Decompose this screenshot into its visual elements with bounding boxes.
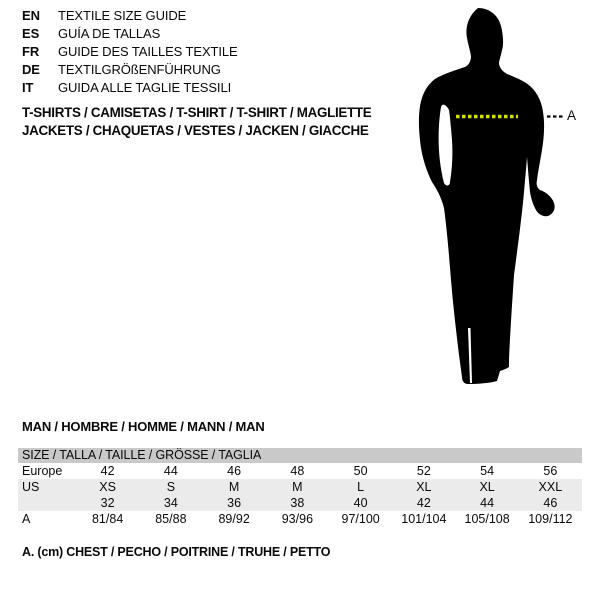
measure-label-a: A	[567, 108, 577, 123]
size-cell: XL	[416, 480, 432, 494]
language-code: FR	[22, 44, 40, 59]
size-cell: XL	[479, 480, 495, 494]
language-code: EN	[22, 8, 40, 23]
size-table-header-label: SIZE / TALLA / TAILLE / GRÖSSE / TAGLIA	[22, 448, 262, 462]
row-label: Europe	[22, 464, 63, 478]
size-cell: 101/104	[401, 512, 447, 526]
size-cell: 50	[353, 464, 368, 478]
size-cell: 32	[100, 496, 115, 510]
size-cell: 40	[353, 496, 368, 510]
language-label: GUIDA ALLE TAGLIE TESSILI	[58, 80, 232, 95]
size-cell: XXL	[538, 480, 563, 494]
size-cell: 46	[543, 496, 558, 510]
language-code: ES	[22, 26, 40, 41]
size-cell: 38	[290, 496, 305, 510]
table-row-chest-a	[18, 511, 582, 527]
table-row-us	[18, 479, 582, 495]
size-cell: 44	[480, 496, 495, 510]
row-label	[18, 495, 76, 511]
size-cell: 109/112	[528, 512, 573, 526]
size-cell: 89/92	[218, 512, 250, 526]
size-cell: 42	[100, 464, 115, 478]
size-cell: 46	[227, 464, 242, 478]
size-cell: M	[292, 480, 303, 494]
size-cell: M	[228, 480, 240, 494]
category-tshirts: T-SHIRTS / CAMISETAS / T-SHIRT / T-SHIRT / MAGLIETTE	[22, 105, 372, 120]
size-cell: 36	[227, 496, 242, 510]
size-table-header	[18, 448, 582, 463]
language-label: GUÍA DE TALLAS	[58, 26, 161, 41]
size-cell: 81/84	[91, 512, 124, 526]
row-label: US	[22, 480, 40, 494]
size-cell: 85/88	[155, 512, 187, 526]
table-row-us-numeric	[18, 495, 582, 511]
size-table	[18, 448, 582, 527]
size-cell: 105/108	[464, 512, 510, 526]
measurement-footnote: A. (cm) CHEST / PECHO / POITRINE / TRUHE / PETTO	[22, 545, 331, 559]
size-cell: 54	[480, 464, 495, 478]
size-cell: 42	[416, 496, 431, 510]
size-cell: 97/100	[341, 512, 380, 526]
size-cell: XS	[99, 480, 116, 494]
size-cell: 52	[416, 464, 431, 478]
size-cell: 44	[163, 464, 178, 478]
size-cell: S	[166, 480, 176, 494]
language-code: DE	[22, 62, 40, 77]
row-label: A	[22, 512, 31, 526]
size-cell: L	[357, 480, 365, 494]
language-label: TEXTILGRÖßENFÜHRUNG	[58, 62, 221, 77]
size-cell: 48	[290, 464, 305, 478]
size-cell: 56	[543, 464, 558, 478]
category-jackets: JACKETS / CHAQUETAS / VESTES / JACKEN / GIACCHE	[22, 123, 369, 138]
table-row-europe	[18, 463, 582, 479]
size-cell: 93/96	[281, 512, 314, 526]
man-silhouette	[419, 8, 555, 384]
language-code: IT	[22, 80, 34, 95]
section-title-man: MAN / HOMBRE / HOMME / MANN / MAN	[22, 419, 265, 434]
language-label: TEXTILE SIZE GUIDE	[58, 8, 187, 23]
language-label: GUIDE DES TAILLES TEXTILE	[58, 44, 238, 59]
size-cell: 34	[163, 496, 178, 510]
